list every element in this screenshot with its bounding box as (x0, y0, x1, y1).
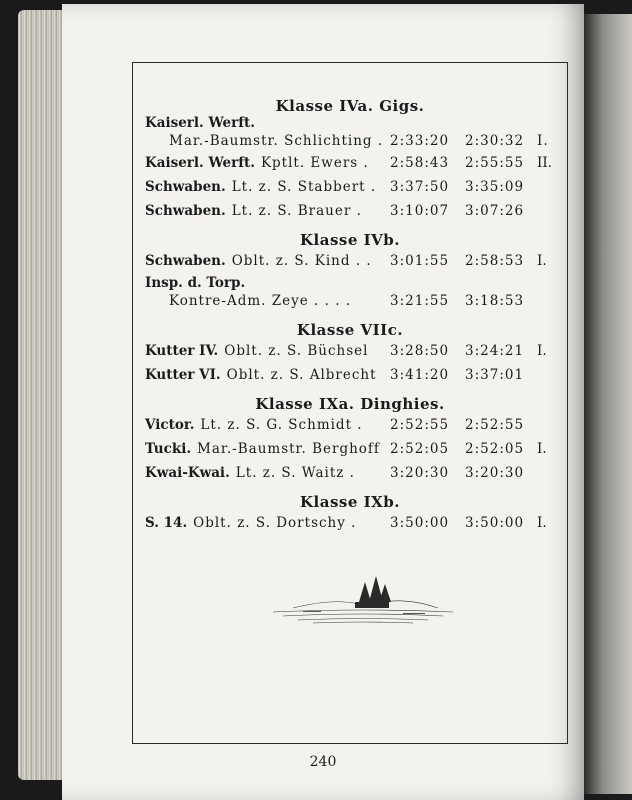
elapsed-time: 3:20:30 (390, 465, 450, 481)
result-row (145, 343, 545, 363)
corrected-time: 3:20:30 (465, 465, 525, 481)
corrected-time: 2:58:53 (465, 253, 525, 269)
result-row (145, 253, 545, 273)
corrected-time: 3:50:00 (465, 515, 525, 531)
boat-name: Victor. (145, 417, 195, 433)
result-row (145, 465, 545, 485)
boat-name: S. 14. (145, 515, 188, 531)
crew-member: Lt. z. S. Waitz . (235, 465, 355, 481)
result-row (169, 293, 549, 309)
placing: I. (537, 343, 547, 359)
corrected-time: 3:35:09 (465, 179, 525, 195)
boat-name: Schwaben. (145, 203, 226, 219)
result-row (145, 155, 552, 175)
boat-name: Kwai-Kwai. (145, 465, 230, 481)
crew-member: Mar.-Baumstr. Schlichting . (169, 133, 384, 149)
sailing-ship-vignette (273, 568, 453, 628)
placing: I. (537, 133, 549, 149)
result-row (145, 367, 545, 387)
corrected-time: 2:30:32 (465, 133, 525, 149)
boat-name: Schwaben. (145, 253, 226, 269)
crew-member: Oblt. z. S. Kind . . (231, 253, 372, 269)
placing: II. (537, 155, 552, 171)
corrected-time: 3:18:53 (465, 293, 525, 309)
elapsed-time: 2:33:20 (390, 133, 450, 149)
placing: I. (537, 515, 547, 531)
facing-page-edge (584, 14, 632, 794)
crew-member: Mar.-Baumstr. Berghoff (197, 441, 380, 457)
corrected-time: 2:55:55 (465, 155, 525, 171)
crew-member: Oblt. z. S. Dortschy . (193, 515, 357, 531)
elapsed-time: 3:37:50 (390, 179, 450, 195)
boat-name: Insp. d. Torp. (145, 275, 246, 291)
page-frame (132, 62, 568, 744)
result-row (145, 441, 545, 461)
elapsed-time: 3:50:00 (390, 515, 450, 531)
book-page (62, 4, 584, 800)
elapsed-time: 3:41:20 (390, 367, 450, 383)
result-row (145, 417, 545, 437)
crew-member: Lt. z. S. Stabbert . (231, 179, 377, 195)
elapsed-time: 3:10:07 (390, 203, 450, 219)
section-heading: Klasse IXb. (300, 493, 400, 511)
crew-member: Kptlt. Ewers . (260, 155, 369, 171)
boat-name: Kaiserl. Werft. (145, 155, 255, 171)
result-row (145, 179, 545, 199)
boat-name: Schwaben. (145, 179, 226, 195)
placing: I. (537, 441, 547, 457)
boat-name: Kaiserl. Werft. (145, 115, 255, 131)
result-row (145, 515, 545, 535)
page-number: 240 (309, 754, 337, 770)
corrected-time: 2:52:05 (465, 441, 525, 457)
elapsed-time: 2:58:43 (390, 155, 450, 171)
crew-member: Oblt. z. S. Albrecht (226, 367, 377, 383)
crew-member: Lt. z. S. Brauer . (231, 203, 362, 219)
result-row (169, 133, 549, 149)
corrected-time: 3:37:01 (465, 367, 525, 383)
elapsed-time: 3:01:55 (390, 253, 450, 269)
elapsed-time: 3:28:50 (390, 343, 450, 359)
boat-name: Kutter IV. (145, 343, 219, 359)
crew-member: Oblt. z. S. Büchsel (224, 343, 369, 359)
boat-name: Kutter VI. (145, 367, 221, 383)
boat-name: Tucki. (145, 441, 192, 457)
elapsed-time: 2:52:55 (390, 417, 450, 433)
crew-member: Lt. z. S. G. Schmidt . (200, 417, 363, 433)
section-heading: Klasse IVb. (300, 231, 400, 249)
section-heading: Klasse IXa. Dinghies. (255, 395, 445, 413)
section-heading: Klasse VIIc. (296, 321, 404, 339)
section-heading: Klasse IVa. Gigs. (275, 97, 425, 115)
corrected-time: 3:07:26 (465, 203, 525, 219)
elapsed-time: 3:21:55 (390, 293, 450, 309)
crew-member: Kontre-Adm. Zeye . . . . (169, 293, 352, 309)
corrected-time: 2:52:55 (465, 417, 525, 433)
corrected-time: 3:24:21 (465, 343, 525, 359)
elapsed-time: 2:52:05 (390, 441, 450, 457)
result-row (145, 203, 545, 223)
placing: I. (537, 253, 547, 269)
